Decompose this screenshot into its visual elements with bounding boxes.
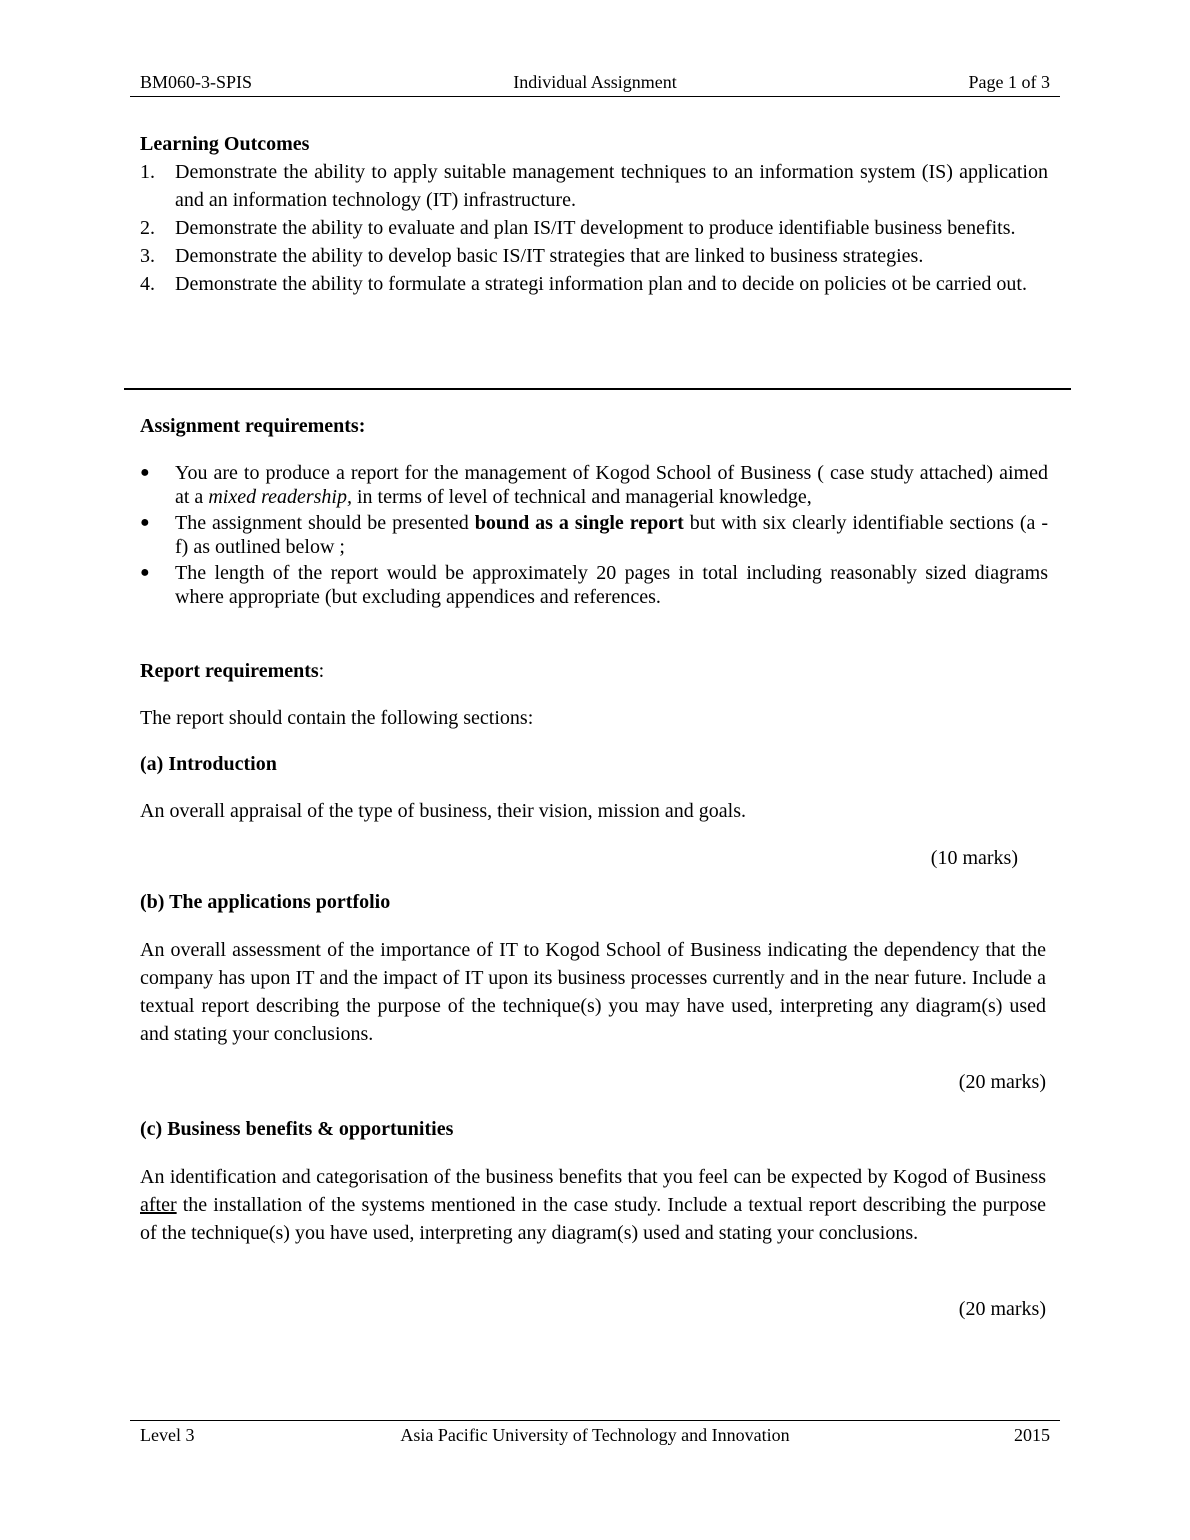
footer-level: Level 3 xyxy=(140,1425,195,1445)
assignment-requirements-list xyxy=(140,461,1048,611)
marks-label: (10 marks) xyxy=(930,847,1018,869)
section-heading: (b) The applications portfolio xyxy=(140,891,391,913)
section-heading: (c) Business benefits & opportunities xyxy=(140,1118,454,1140)
bullet-icon: ● xyxy=(140,514,150,531)
marks-label: (20 marks) xyxy=(958,1298,1046,1320)
course-code: BM060-3-SPIS xyxy=(140,72,253,92)
list-item: ● You are to produce a report for the management of Kogod School of Business ( case study attached) aimed at a mixed readership, in terms of level of technical and managerial knowledge, xyxy=(140,462,1048,508)
bullet-icon: ● xyxy=(140,464,150,481)
section-body: An identification and categorisation of the business benefits that you feel can be expected by Kogod of Business after the installation of the systems mentioned in the case study. Include a textual report describing the purpose of the technique(s) you have used, interpreting any diagram(s) used and stating your conclusions. xyxy=(140,1166,1046,1244)
page-footer xyxy=(130,1420,1060,1447)
assignment-requirements-title: Assignment requirements: xyxy=(140,415,366,437)
bullet-icon: ● xyxy=(140,564,150,581)
footer-year: 2015 xyxy=(1014,1425,1050,1445)
page-header xyxy=(130,70,1060,97)
report-intro: The report should contain the following sections: xyxy=(140,707,534,729)
section-divider xyxy=(124,388,1071,390)
header-title: Individual Assignment xyxy=(513,72,677,92)
page-number: Page 1 of 3 xyxy=(968,72,1050,92)
learning-outcomes-list xyxy=(140,158,1048,298)
marks-label: (20 marks) xyxy=(958,1071,1046,1093)
list-item: ● The assignment should be presented bound as a single report but with six clearly identifiable sections (a - f) as outlined below ; xyxy=(140,512,1048,558)
list-item: 3. Demonstrate the ability to develop basic IS/IT strategies that are linked to business strategies. xyxy=(140,245,924,267)
section-heading: (a) Introduction xyxy=(140,753,277,775)
section-body: An overall assessment of the importance of IT to Kogod School of Business indicating the dependency that the company has upon IT and the impact of IT upon its business processes currently and in the near future. Include a textual report describing the purpose of the technique(s) you may have used, interpreting any diagram(s) used and stating your conclusions. xyxy=(140,939,1046,1045)
list-item: 2. Demonstrate the ability to evaluate and plan IS/IT development to produce identifiable business benefits. xyxy=(140,217,1016,239)
list-item: 4. Demonstrate the ability to formulate a strategi information plan and to decide on policies ot be carried out. xyxy=(140,273,1027,295)
list-item: 1. Demonstrate the ability to apply suitable management techniques to an information system (IS) application and an information technology (IT) infrastructure. xyxy=(140,161,1048,211)
learning-outcomes-title: Learning Outcomes xyxy=(140,133,310,155)
section-body: An overall appraisal of the type of business, their vision, mission and goals. xyxy=(140,800,747,822)
list-item: ● The length of the report would be approximately 20 pages in total including reasonably sized diagrams where appropriate (but excluding appendices and references. xyxy=(140,562,1048,608)
footer-institution: Asia Pacific University of Technology and Innovation xyxy=(400,1425,790,1445)
report-requirements-title: Report requirements: xyxy=(140,660,325,682)
